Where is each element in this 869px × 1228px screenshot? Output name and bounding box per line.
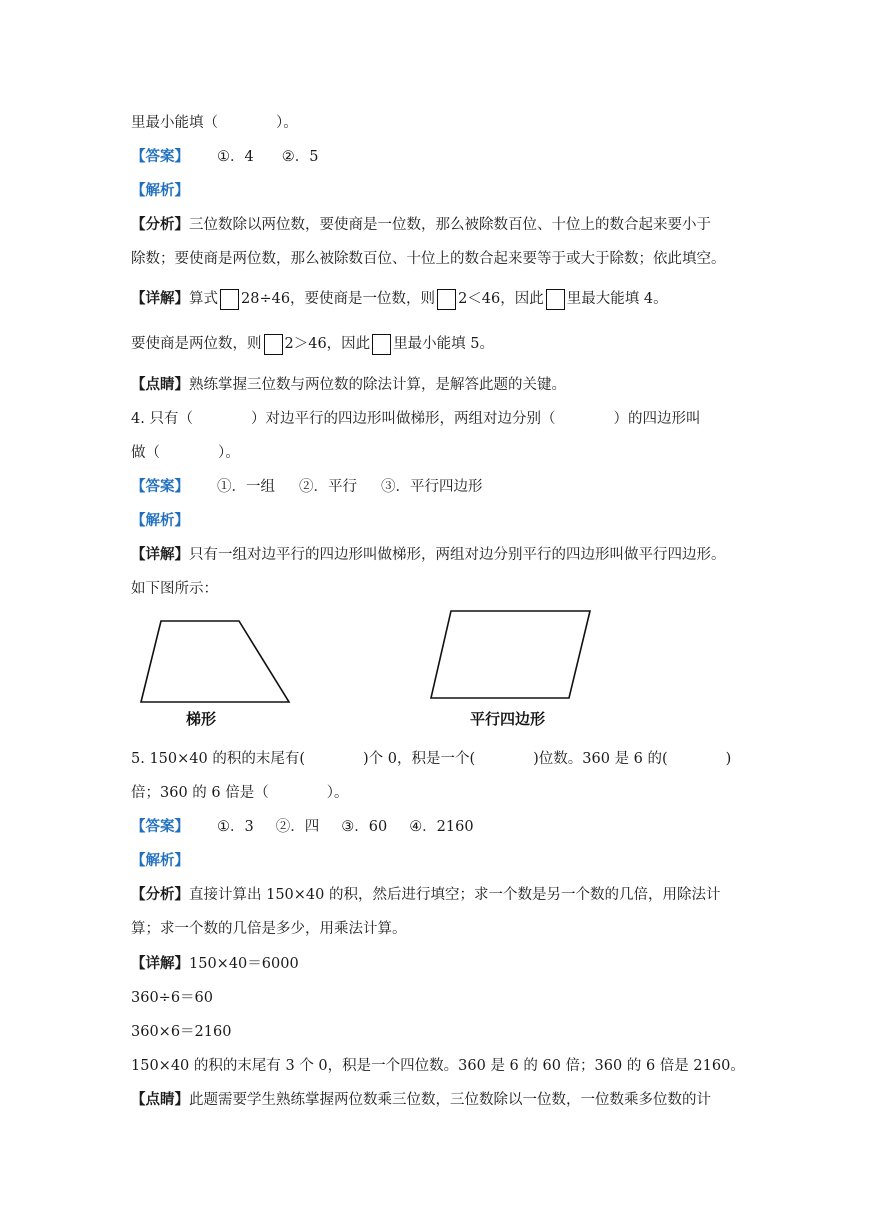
answer-item: ②．四 [275, 819, 320, 835]
fenxi-3-line-2 [131, 248, 726, 270]
answer-item: ②．平行 [299, 479, 357, 495]
question-text: 倍；360 的 6 倍是（ ）。 [131, 785, 349, 801]
analysis-4-line [131, 510, 189, 532]
xiangjie-5-line-2 [131, 987, 213, 1009]
answer-5-line [131, 816, 474, 838]
question-text: 5. 150×40 的积的末尾有( )个 0，积是一个( )位数。360 是 6 的( ) [131, 751, 732, 767]
calc-line: 150×40＝6000 [189, 956, 299, 972]
xiangjie-5-line-1 [131, 953, 299, 975]
xiangjie-tag: 【详解】 [131, 546, 189, 563]
q3-tail-line [131, 112, 298, 134]
q3-tail-text: 里最小能填（ ）。 [131, 115, 298, 131]
analysis-tag: 【解析】 [131, 512, 189, 529]
xiangjie-3-line-2 [131, 333, 494, 355]
xiangjie-text: 如下图所示： [131, 581, 218, 597]
question-text: 做（ ）。 [131, 445, 240, 461]
dianjing-text: 此题需要学生熟练掌握两位数乘三位数，三位数除以一位数，一位数乘多位数的计 [189, 1092, 711, 1108]
xiangjie-text: 算式 [189, 291, 218, 307]
answer-item: ①．4 [217, 149, 254, 165]
shapes-svg [131, 606, 751, 736]
analysis-tag: 【解析】 [131, 852, 189, 869]
fenxi-tag: 【分析】 [131, 216, 189, 233]
trapezoid-label: 梯形 [186, 710, 217, 728]
dianjing-5-line [131, 1089, 711, 1111]
fenxi-3-line-1 [131, 214, 711, 236]
blank-box [546, 289, 565, 310]
answer-3-line [131, 146, 318, 168]
xiangjie-text: 2＞46，因此 [284, 336, 371, 352]
dianjing-3-line [131, 374, 566, 396]
xiangjie-tag: 【详解】 [131, 290, 189, 307]
fenxi-5-line-2 [131, 918, 407, 940]
summary-5-line [131, 1055, 745, 1077]
fenxi-5-line-1 [131, 884, 721, 906]
question-4-line-2 [131, 442, 240, 464]
answer-item: ③．60 [341, 819, 388, 835]
analysis-tag: 【解析】 [131, 182, 189, 199]
calc-line: 360×6＝2160 [131, 1024, 232, 1040]
xiangjie-3-line-1 [131, 288, 668, 310]
question-5-line-2 [131, 782, 348, 804]
answer-tag: 【答案】 [131, 818, 189, 835]
answer-tag: 【答案】 [131, 148, 189, 165]
trapezoid-shape [141, 621, 289, 702]
summary-text: 150×40 的积的末尾有 3 个 0，积是一个四位数。360 是 6 的 60 倍；360 的 6 倍是 2160。 [131, 1058, 745, 1074]
xiangjie-text: 里最大能填 4。 [566, 291, 668, 307]
xiangjie-text: 28÷46，要使商是一位数，则 [241, 291, 436, 307]
blank-box [372, 334, 391, 355]
fenxi-text: 算；求一个数的几倍是多少，用乘法计算。 [131, 921, 407, 937]
xiangjie-text: 2＜46，因此 [458, 291, 544, 307]
dianjing-text: 熟练掌握三位数与两位数的除法计算，是解答此题的关键。 [189, 377, 566, 393]
xiangjie-text: 里最小能填 5。 [393, 336, 495, 352]
answer-item: ①．一组 [217, 479, 275, 495]
xiangjie-4-line-2 [131, 578, 218, 600]
dianjing-tag: 【点睛】 [131, 376, 189, 393]
blank-box [220, 289, 239, 310]
fenxi-text: 直接计算出 150×40 的积，然后进行填空；求一个数是另一个数的几倍，用除法计 [189, 887, 721, 903]
fenxi-text: 三位数除以两位数，要使商是一位数，那么被除数百位、十位上的数合起来要小于 [189, 217, 711, 233]
fenxi-text: 除数；要使商是两位数，那么被除数百位、十位上的数合起来要等于或大于除数；依此填空。 [131, 251, 726, 267]
answer-item: ①．3 [217, 819, 254, 835]
answer-item: ②．5 [281, 149, 319, 165]
xiangjie-4-line-1 [131, 544, 726, 566]
xiangjie-text: 要使商是两位数，则 [131, 336, 262, 352]
answer-item: ④．2160 [409, 819, 474, 835]
fenxi-tag: 【分析】 [131, 886, 189, 903]
parallelogram-shape [431, 611, 590, 698]
quadrilateral-figure [131, 606, 751, 736]
dianjing-tag: 【点睛】 [131, 1091, 189, 1108]
parallelogram-label: 平行四边形 [470, 710, 546, 728]
calc-line: 360÷6＝60 [131, 990, 214, 1006]
analysis-3-line [131, 180, 189, 202]
analysis-5-line [131, 850, 189, 872]
xiangjie-5-line-3 [131, 1021, 231, 1043]
question-4-line-1 [131, 408, 700, 430]
question-5-line-1 [131, 748, 731, 770]
question-text: 4. 只有（ ）对边平行的四边形叫做梯形，两组对边分别（ ）的四边形叫 [131, 411, 701, 427]
answer-4-line [131, 476, 483, 498]
blank-box [264, 334, 283, 355]
blank-box [437, 289, 456, 310]
answer-item: ③．平行四边形 [381, 479, 483, 495]
xiangjie-tag: 【详解】 [131, 955, 189, 972]
xiangjie-text: 只有一组对边平行的四边形叫做梯形，两组对边分别平行的四边形叫做平行四边形。 [189, 547, 726, 563]
answer-tag: 【答案】 [131, 478, 189, 495]
